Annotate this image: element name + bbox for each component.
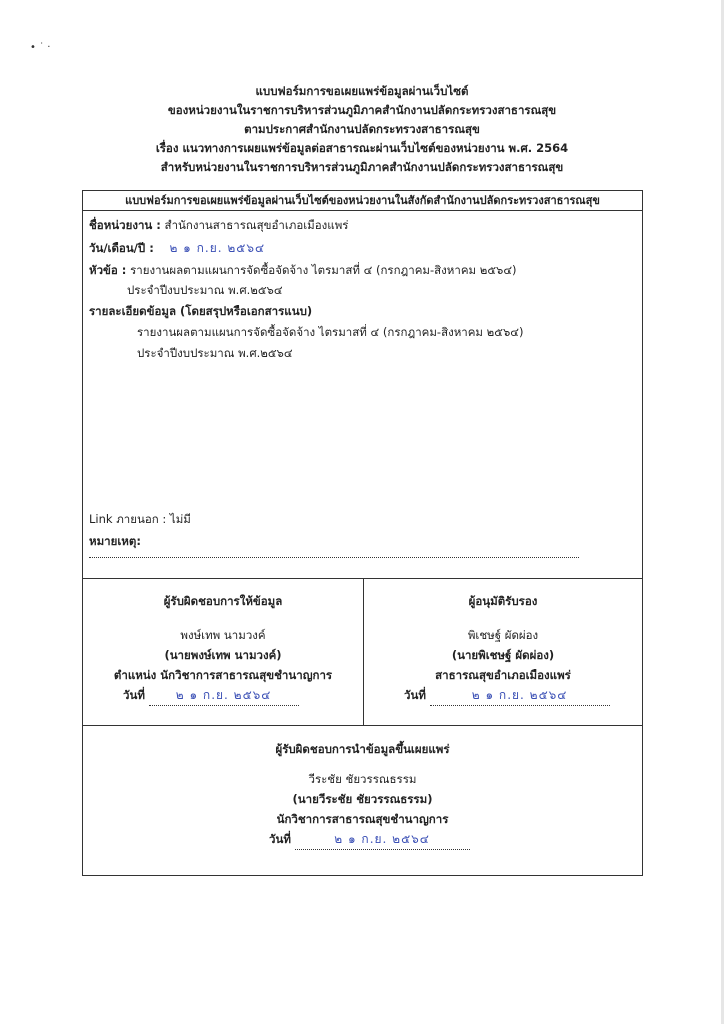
section-divider-2 <box>83 725 642 726</box>
header-line-2: ของหน่วยงานในราชการบริหารส่วนภูมิภาคสำนักงานปลัดกระทรวงสาธารณสุข <box>167 103 557 117</box>
agency-value: สำนักงานสาธารณสุขอำเภอเมืองแพร่ <box>164 218 349 232</box>
header-line-1: แบบฟอร์มการขอเผยแพร่ข้อมูลผ่านเว็บไซต์ <box>255 84 469 98</box>
publisher-name: (นายวีระชัย ชัยวรรณธรรม) <box>292 792 433 806</box>
date-label: วัน/เดือน/ปี : <box>89 241 154 255</box>
topic-line-2: ประจำปีงบประมาณ พ.ศ.๒๕๖๔ <box>127 283 283 297</box>
publisher-date-label: วันที่ <box>269 832 291 846</box>
link-value: ไม่มี <box>169 512 191 526</box>
agency-row <box>89 217 348 235</box>
agency-label: ชื่อหน่วยงาน : <box>89 218 161 232</box>
publisher-date-row <box>83 829 642 850</box>
topic-row <box>89 262 517 280</box>
remark-label: หมายเหตุ: <box>89 534 141 548</box>
approver-signature: พิเชษฐ์ ผัดผ่อง <box>467 628 539 642</box>
provider-heading: ผู้รับผิดชอบการให้ข้อมูล <box>163 594 283 608</box>
publisher-signature: วีระชัย ชัยวรรณธรรม <box>308 772 417 786</box>
scan-marks: • ˙ · <box>30 42 51 53</box>
provider-date-row <box>83 685 363 706</box>
header-line-5: สำหรับหน่วยงานในราชการบริหารส่วนภูมิภาคสำนักงานปลัดกระทรวงสาธารณสุข <box>160 160 564 174</box>
link-label: Link ภายนอก : <box>89 512 167 526</box>
topic-label: หัวข้อ : <box>89 263 127 277</box>
header-line-3: ตามประกาศสำนักงานปลัดกระทรวงสาธารณสุข <box>244 122 480 136</box>
document-header <box>0 82 724 177</box>
provider-signature: พงษ์เทพ นามวงค์ <box>180 628 266 642</box>
date-row <box>89 239 265 258</box>
request-form <box>82 190 643 876</box>
detail-label: รายละเอียดข้อมูล (โดยสรุปหรือเอกสารแนบ) <box>89 304 313 318</box>
remark-dotted-line <box>89 557 579 558</box>
detail-line-2: ประจำปีงบประมาณ พ.ศ.๒๕๖๔ <box>137 346 293 360</box>
publisher-date-stamp: ๒ ๑ ก.ย. ๒๕๖๔ <box>295 829 470 850</box>
header-line-4: เรื่อง แนวทางการเผยแพร่ข้อมูลต่อสาธารณะผ่านเว็บไซต์ของหน่วยงาน พ.ศ. 2564 <box>155 141 569 155</box>
provider-position: ตำแหน่ง นักวิชาการสาธารณสุขชำนาญการ <box>113 668 333 682</box>
approver-heading: ผู้อนุมัติรับรอง <box>468 594 538 608</box>
form-title: แบบฟอร์มการขอเผยแพร่ข้อมูลผ่านเว็บไซต์ของหน่วยงานในสังกัดสำนักงานปลัดกระทรวงสาธารณสุข <box>83 191 642 211</box>
detail-line-1: รายงานผลตามแผนการจัดซื้อจัดจ้าง ไตรมาสที่ ๔ (กรกฎาคม-สิงหาคม ๒๕๖๔) <box>137 325 524 339</box>
approver-block <box>364 591 642 706</box>
provider-date-label: วันที่ <box>123 688 145 702</box>
link-row <box>89 511 191 529</box>
approver-date-stamp: ๒ ๑ ก.ย. ๒๕๖๔ <box>430 685 610 706</box>
publisher-heading: ผู้รับผิดชอบการนำข้อมูลขึ้นเผยแพร่ <box>275 742 450 756</box>
approver-position: สาธารณสุขอำเภอเมืองแพร่ <box>435 668 571 682</box>
publisher-block <box>83 739 642 850</box>
publisher-position: นักวิชาการสาธารณสุขชำนาญการ <box>276 812 449 826</box>
approver-name: (นายพิเชษฐ์ ผัดผ่อง) <box>451 648 555 662</box>
provider-date-stamp: ๒ ๑ ก.ย. ๒๕๖๔ <box>149 685 299 706</box>
provider-block <box>83 591 363 706</box>
approver-date-label: วันที่ <box>404 688 426 702</box>
approver-date-row <box>364 685 642 706</box>
topic-line-1: รายงานผลตามแผนการจัดซื้อจัดจ้าง ไตรมาสที่ ๔ (กรกฎาคม-สิงหาคม ๒๕๖๔) <box>130 263 517 277</box>
provider-name: (นายพงษ์เทพ นามวงค์) <box>164 648 282 662</box>
date-stamp: ๒ ๑ ก.ย. ๒๕๖๔ <box>169 241 266 255</box>
